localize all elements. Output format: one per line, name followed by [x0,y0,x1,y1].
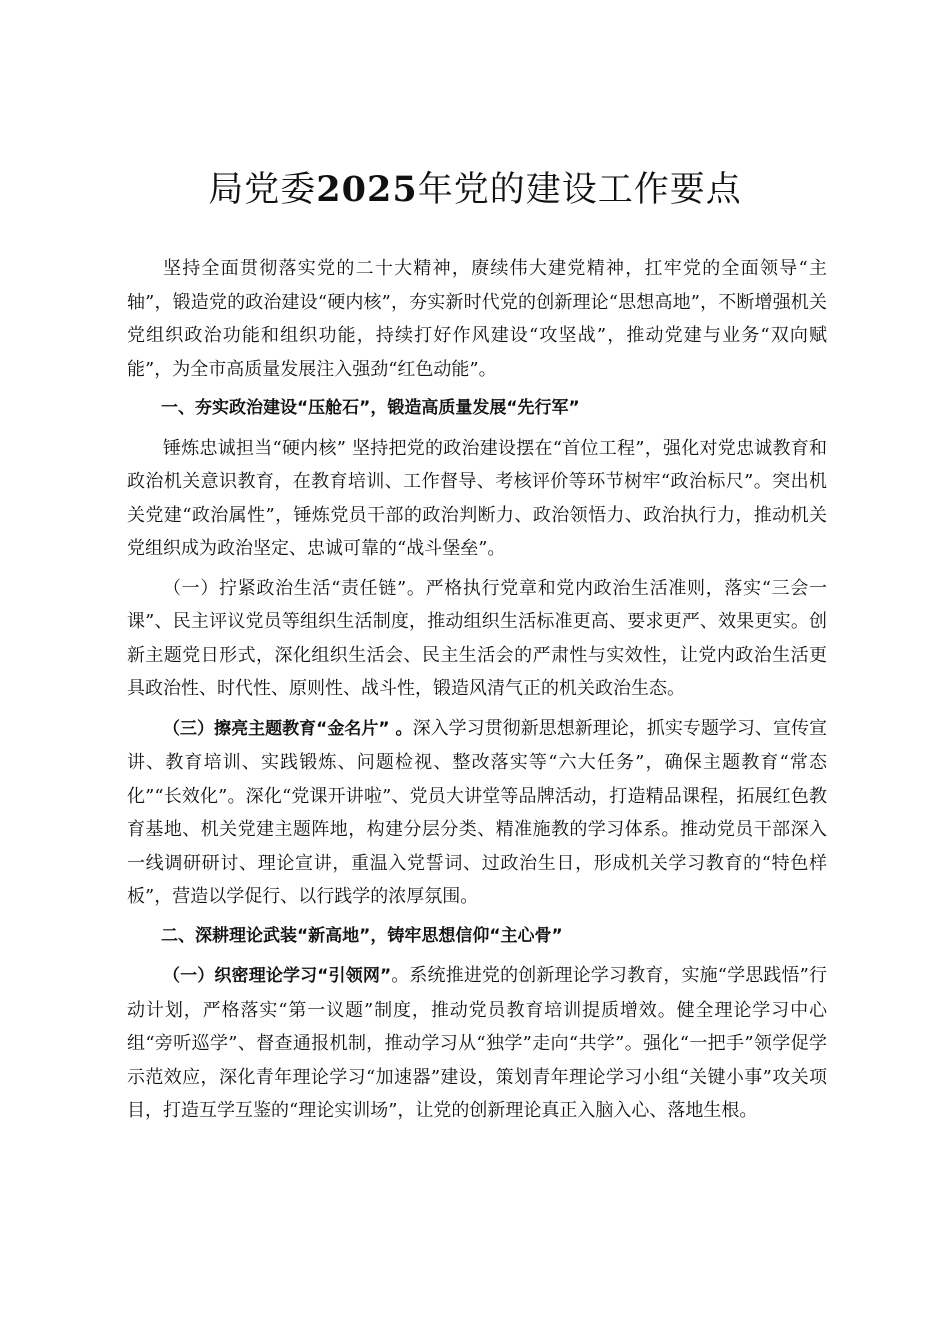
section-2-paragraph-1-lead: （一）织密理论学习“引领网” [163,966,392,986]
intro-paragraph: 坚持全面贯彻落实党的二十大精神，赓续伟大建党精神，扛牢党的全面领导“主轴”，锻造党的政治建设“硬内核”，夯实新时代党的创新理论“思想高地”，不断增强机关党组织政治功能和组织功能，持续打好作风建设“攻坚战”，推动党建与业务“双向赋能”，为全市高质量发展注入强劲“红色动能”。 [127,258,827,380]
section-1-paragraph-3 [127,712,827,914]
document-body [127,252,827,1134]
section-1-paragraph-2: （一）拧紧政治生活“责任链”。严格执行党章和党内政治生活准则，落实“三会一课”、民主评议党员等组织生活制度，推动组织生活标准更高、要求更严、效果更实。创新主题党日形式，深化组织生活会、民主生活会的严肃性与实效性，让党内政治生活更具政治性、时代性、原则性、战斗性，锻造风清气正的机关政治生态。 [127,577,827,699]
section-2-paragraph-1-text: 。系统推进党的创新理论学习教育，实施“学思践悟”行动计划，严格落实“第一议题”制度，推动党员教育培训提质增效。健全理论学习中心组“旁听巡学”、督查通报机制，推动学习从“独学”走向“共学”。强化“一把手”领学促学示范效应，深化青年理论学习“加速器”建设，策划青年理论学习小组“关键小事”攻关项目，打造互学互鉴的“理论实训场”，让党的创新理论真正入脑入心、落地生根。 [127,965,827,1121]
section-1-paragraph-3-lead: （三）擦亮主题教育“金名片” 。 [163,718,413,739]
section-1-paragraph-1: 锤炼忠诚担当“硬内核” 坚持把党的政治建设摆在“首位工程”，强化对党忠诚教育和政治机关意识教育，在教育培训、工作督导、考核评价等环节树牢“政治标尺”。突出机关党建“政治属性”，锤炼党员干部的政治判断力、政治领悟力、政治执行力，推动机关党组织成为政治坚定、忠诚可靠的“战斗堡垒”。 [127,437,827,559]
title-year: 2025 [316,169,418,210]
document-title [0,166,950,214]
title-suffix: 年党的建设工作要点 [417,170,742,210]
section-2-paragraph-1 [127,959,827,1128]
title-prefix: 局党委 [208,170,317,210]
section-2-heading: 二、深耕理论武装“新高地”，铸牢思想信仰“主心骨” [161,925,563,946]
section-1-paragraph-3-text: 深入学习贯彻新思想新理论，抓实专题学习、宣传宣讲、教育培训、实践锻炼、问题检视、整改落实等“六大任务”，确保主题教育“常态化”“长效化”。深化“党课开讲啦”、党员大讲堂等品牌活动，打造精品课程，拓展红色教育基地、机关党建主题阵地，构建分层分类、精准施教的学习体系。推动党员干部深入一线调研研讨、理论宣讲，重温入党誓词、过政治生日，形成机关学习教育的“特色样板”，营造以学促行、以行践学的浓厚氛围。 [127,717,827,907]
section-1-heading: 一、夯实政治建设“压舱石”，锻造高质量发展“先行军” [161,398,580,418]
